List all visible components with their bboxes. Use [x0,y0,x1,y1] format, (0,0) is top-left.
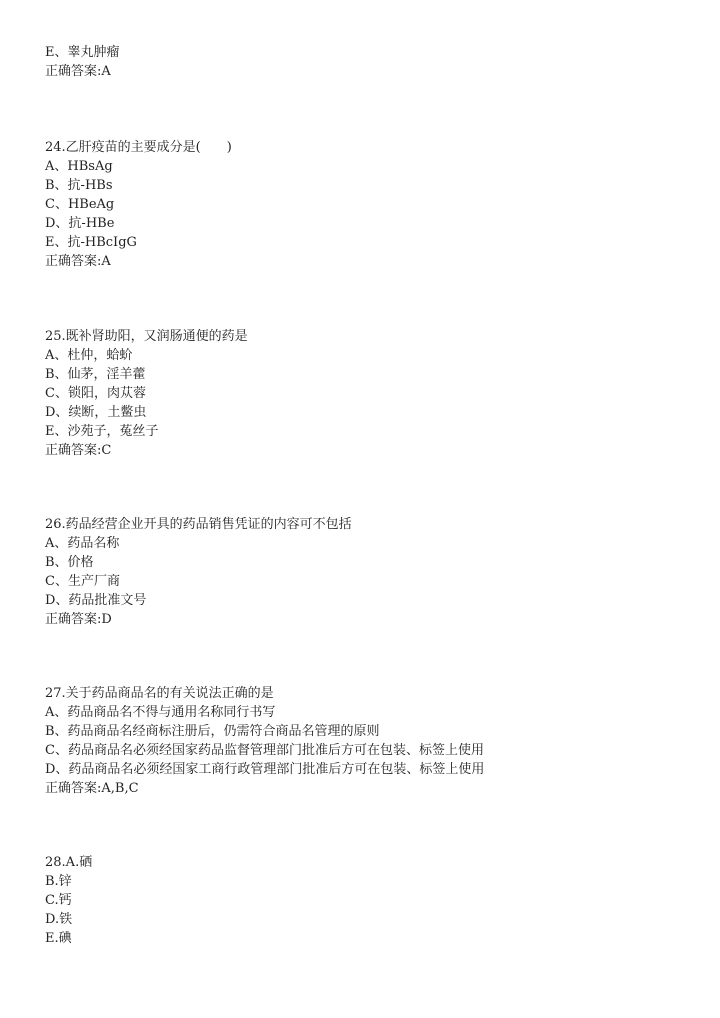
prev-option-e: E、睾丸肿瘤 [45,45,120,60]
q25-option-a: A、杜仲，蛤蚧 [45,348,133,363]
prev-answer: 正确答案:A [45,64,111,79]
q26-stem: 26.药品经营企业开具的药品销售凭证的内容可不包括 [45,517,352,532]
q27-option-b: B、药品商品名经商标注册后，仍需符合商品名管理的原则 [45,724,380,739]
q28-option-d: D.铁 [45,912,73,927]
q25-answer: 正确答案:C [45,443,112,458]
q25-option-d: D、续断，土鳖虫 [45,405,147,420]
q24-option-a: A、HBsAg [45,159,113,174]
q25-option-e: E、沙苑子，菟丝子 [45,424,159,439]
q24-option-b: B、抗-HBs [45,178,113,193]
q27-answer: 正确答案:A,B,C [45,781,139,796]
q27-option-a: A、药品商品名不得与通用名称同行书写 [45,705,276,720]
q26-option-c: C、生产厂商 [45,574,120,589]
q28-option-e: E.碘 [45,931,72,946]
q24-option-c: C、HBeAg [45,197,115,212]
q26-answer: 正确答案:D [45,612,112,627]
q28-option-b: B.锌 [45,874,72,889]
q24-option-e: E、抗-HBcIgG [45,235,137,250]
q27-stem: 27.关于药品商品名的有关说法正确的是 [45,686,274,701]
q26-option-b: B、价格 [45,555,94,570]
q24-stem: 24.乙肝疫苗的主要成分是( ) [45,140,232,155]
q26-option-d: D、药品批准文号 [45,593,147,608]
q25-option-b: B、仙茅，淫羊藿 [45,367,146,382]
q26-option-a: A、药品名称 [45,536,120,551]
q25-option-c: C、锁阳，肉苁蓉 [45,386,146,401]
q24-answer: 正确答案:A [45,254,111,269]
q24-option-d: D、抗-HBe [45,216,115,231]
q28-option-c: C.钙 [45,893,72,908]
q28-stem: 28.A.硒 [45,855,93,870]
q27-option-d: D、药品商品名必须经国家工商行政管理部门批准后方可在包装、标签上使用 [45,762,485,777]
q25-stem: 25.既补肾助阳，又润肠通便的药是 [45,329,248,344]
q27-option-c: C、药品商品名必须经国家药品监督管理部门批准后方可在包装、标签上使用 [45,743,484,758]
